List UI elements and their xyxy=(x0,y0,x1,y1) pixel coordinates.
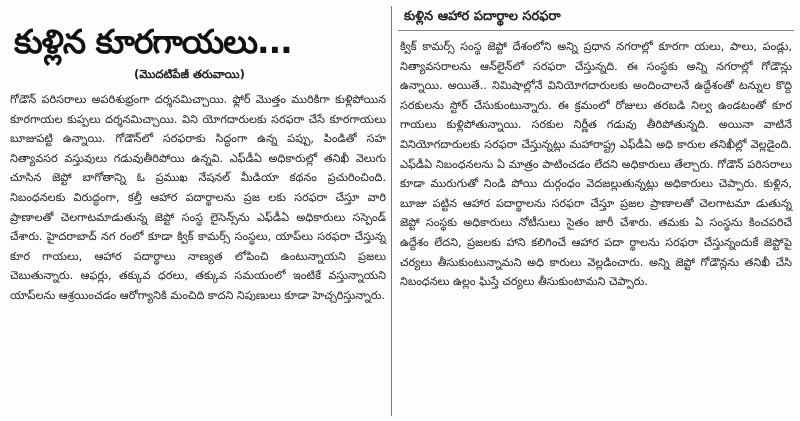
article-body: గోడౌన్ పరిసరాలు అపరిశుభ్రంగా దర్శనమిచ్చాయి. ఫ్లోర్ మొత్తం మురికిగా కుళ్లిపోయిన కూరగాయల కుప్పలు దర్శనమిచ్చాయి. విని యోగదారులకు సరఫరా చేసే కూరగాయలు బూజుపట్టి ఉన్నాయి. గోడౌన్‌లో సరఫరాకు సిద్ధంగా ఉన్న పప్పు, పిండితో సహ నిత్యావసర వస్తువులు గడువుతీరిపోయి ఉన్నవి. ఎఫ్‌డీఏ అధికారుల్లో తనిఖీ వెలుగు చూసిన జెప్టో బాగోతాన్ని ఓ ప్రముఖ నేషనల్ మీడియా కథనం ప్రచురించింది. నిబంధనలకు విరుద్ధంగా, కల్తీ ఆహార పదార్థాలను ప్రజ లకు సరఫరా చేస్తూ వారి ప్రాణాలతో చెలగాటమాడుతున్న జెప్టో సంస్థ లైసెన్స్‌ను ఎఫ్‌డీఏ అధికారులు సస్పెండ్ చేశారు. హైదరాబాద్ నగ రంలో కూడా క్విక్ కామర్స్ సంస్థలు, యాప్‌లు సరఫరా చేస్తున్న కూర గాయలు, ఆహార పదార్థాలు నాణ్యత లోపించి ఉంటున్నాయని ప్రజలు చెబుతున్నారు. ఆఫర్లు, తక్కువ ధరలు, తక్కువ సమయంలో ఇంటికే వస్తున్నాయని యాప్‌లను ఆశ్రయించడం ఆరోగ్యానికి మంచిది కాదని నిపుణులు కూడా హెచ్చరిస్తున్నారు. xyxy=(10,93,386,302)
sidebar-body: క్విక్ కామర్స్ సంస్థ జెప్టో దేశంలోని అన్ని ప్రధాన నగరాల్లో కూరగా యలు, పాలు, పండ్లు, నిత్యావసరాలను ఆన్‌లైన్‌లో సరఫరా చేస్తున్నది. ఈ సంస్థకు అన్ని నగరాల్లో గోడౌన్లు ఉన్నాయి. అయితే.. నిమిషాల్లోనే వినియోగదారులకు అందించాలనే ఉద్దేశంతో టన్నుల కొద్ది సరకులను స్టోర్ చేసుకుంటున్నారు. ఈ క్రమంలో రోజులు తరబడి నిల్వ ఉండటంతో కూర గాయలు కుళ్లిపోతున్నాయి. సరకుల నిర్ణీత గడువు తీరిపోతున్నది. అయినా వాటినే వినియోగదారులకు సరఫరా చేస్తున్నట్లు మహారాష్ట్ర ఎఫ్‌డీఏ అధి కారుల తనిఖీల్లో వెల్లడైంది. ఎఫ్‌డీఏ నిబంధనలను ఏ మాత్రం పాటించడం లేదని అధికారులు తేల్చారు. గోడౌన్ పరిసరాలు కూడా మురుగుతో నిండి పోయి దుర్గంధం వెదజల్లుతున్నట్లు అధికారులు చెప్పారు. కుళ్లిన, బూజు పట్టిన ఆహార పదార్థాలను సరఫరా చేస్తూ ప్రజల ప్రాణాలతో చెలగాటమా డుతున్న జెప్టో సంస్థకు అధికారులు నోటీసులు సైతం జారీ చేశారు. తమకు ఏ సంస్థను కించపరిచే ఉద్దేశం లేదని, ప్రజలకు హాని కలిగించే ఆహార పదా ర్థాలను సరఫరా చేస్తున్నందుకే జెప్టోపై చర్యలు తీసుకుంటున్నామని అధి కారులు వెల్లడించారు. అన్ని జెప్టో గోడౌన్లను తనిఖీ చేసి నిబంధనలు ఉల్లం ఘిస్తే చర్యలు తీసుకుంటామని చెప్పారు. xyxy=(400,40,792,289)
article-headline: కుళ్లిన కూరగాయలు... xyxy=(14,22,292,61)
main-article xyxy=(6,10,388,415)
article-continuation-note: (మొదటిపేజీ తరువాయి) xyxy=(134,67,245,81)
sidebar-title: కుళ్లిన ఆహార పదార్థాల సరఫరా xyxy=(398,6,794,31)
sidebar-article xyxy=(398,6,794,416)
column-divider xyxy=(391,6,392,416)
